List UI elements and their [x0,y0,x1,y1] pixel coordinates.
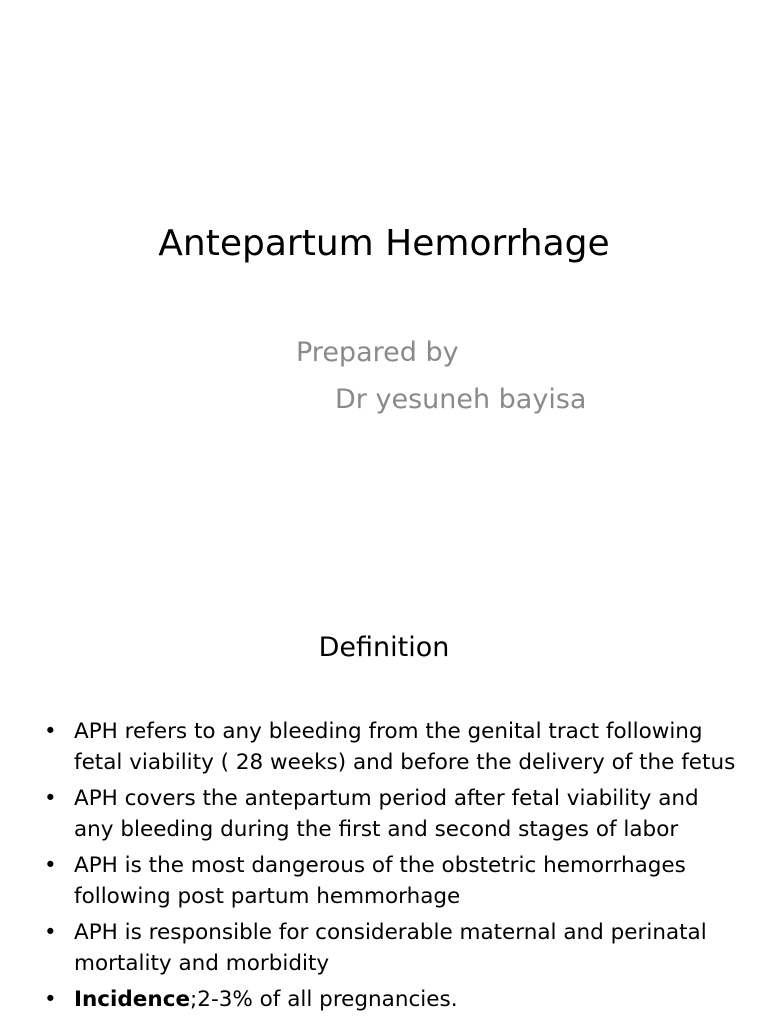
bullet-dot-icon: • [44,853,57,878]
bullet-text: APH refers to any bleeding from the genital tract following fetal viability ( 28 weeks) and before the delivery of the fetus [74,719,736,775]
bullet-item [0,850,768,912]
bullet-item [0,984,768,1015]
section-heading: Definition [318,632,450,663]
bullet-text: APH is responsible for considerable maternal and perinatal mortality and morbidity [74,920,707,976]
subtitle-author: Dr yesuneh bayisa [335,384,587,415]
bullet-dot-icon: • [44,719,57,744]
bullet-dot-icon: • [44,786,57,811]
bullet-dot-icon: • [44,987,57,1012]
bullet-dot-icon: • [44,920,57,945]
slide-title: Antepartum Hemorrhage [158,223,610,264]
incidence-value: ;2-3% of all pregnancies. [190,987,458,1012]
bullet-item [0,917,768,979]
bullet-item [0,716,768,778]
bullet-item [0,783,768,845]
incidence-label: Incidence [74,987,191,1012]
bullet-text: APH is the most dangerous of the obstetric hemorrhages following post partum hemmorhage [74,853,686,909]
bullet-list [0,716,768,1020]
bullet-text: APH covers the antepartum period after fetal viability and any bleeding during the first and second stages of labor [74,786,699,842]
subtitle-prepared-by: Prepared by [296,337,459,368]
definition-slide [0,576,768,1024]
